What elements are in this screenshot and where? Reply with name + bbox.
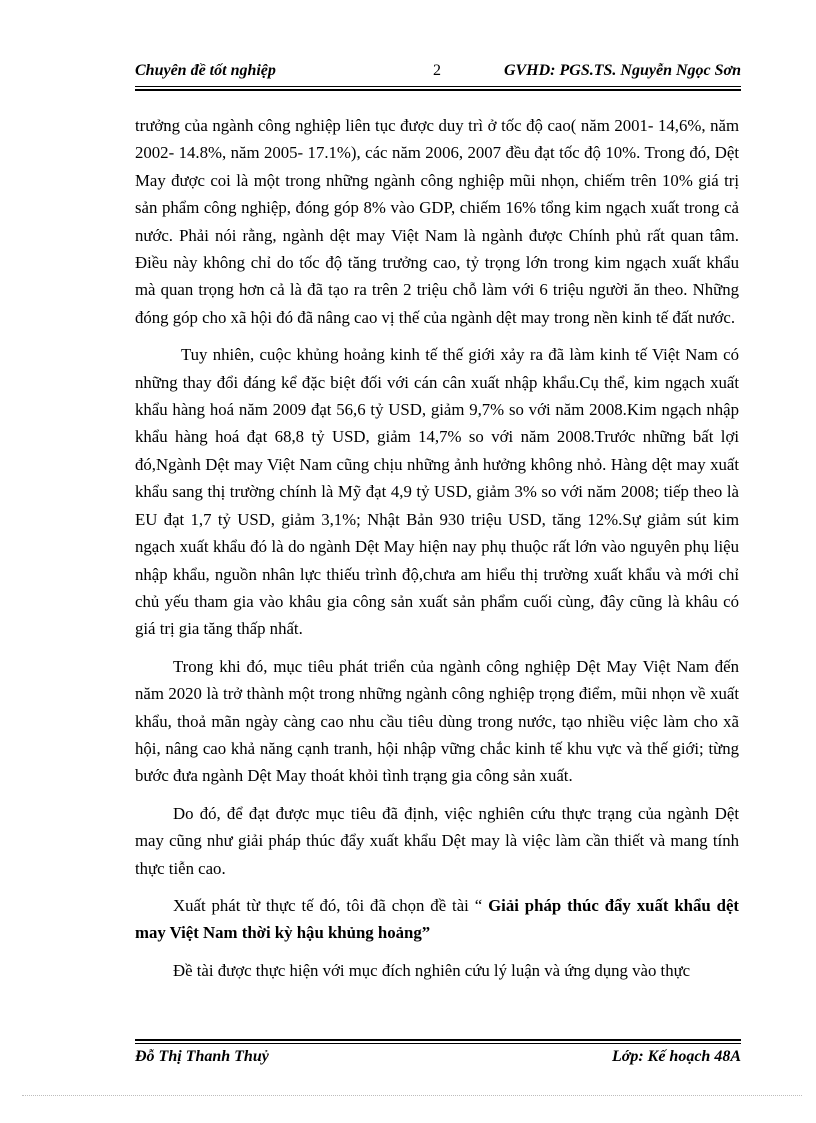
footer-rule-thin	[135, 1043, 741, 1044]
paragraph-4: Do đó, để đạt được mục tiêu đã định, việc nghiên cứu thực trạng của ngành Dệt may cũng như giải pháp thúc đẩy xuất khẩu Dệt may là việc làm cần thiết và mang tính thực tiễn cao.	[135, 803, 739, 878]
thesis-title: Giải pháp thúc đẩy xuất khẩu dệt may Việt Nam thời kỳ hậu khủng hoảng”	[135, 895, 739, 943]
paragraph-6: Đề tài được thực hiện với mục đích nghiên cứu lý luận và ứng dụng vào thực	[173, 960, 691, 980]
page-header	[135, 58, 741, 86]
footer-class: Lớp: Kế hoạch 48A	[611, 1048, 741, 1065]
paragraph-1: trưởng của ngành công nghiệp liên tục được duy trì ở tốc độ cao( năm 2001- 14,6%, năm 2002- 14.8%, năm 2005- 17.1%), các năm 2006, 2007 đều đạt tốc độ 10%. Trong đó, Dệt May được coi là một trong những ngành công nghiệp mũi nhọn, chiếm trên 10% giá trị sản phẩm công nghiệp, đóng góp 8% vào GDP, chiếm 16% tổng kim ngạch xuất trong cả nước. Phải nói rằng, ngành dệt may Việt Nam là ngành được Chính phủ rất quan tâm. Điều này không chỉ do tốc độ tăng trưởng cao, tỷ trọng lớn trong kim ngạch xuất khẩu mà quan trọng hơn cả là đã tạo ra trên 2 triệu chỗ làm với 6 triệu người ăn theo. Những đóng góp cho xã hội đó đã nâng cao vị thế của ngành dệt may trong nền kinh tế đất nước.	[135, 116, 739, 327]
body-text	[135, 112, 739, 994]
header-rule-thick	[135, 89, 741, 91]
page-bottom-divider	[22, 1095, 802, 1096]
footer-author: Đỗ Thị Thanh Thuỷ	[135, 1048, 269, 1065]
header-supervisor: GVHD: PGS.TS. Nguyễn Ngọc Sơn	[503, 62, 741, 79]
paragraph-5-intro: Xuất phát từ thực tế đó, tôi đã chọn đề tài “	[173, 895, 489, 915]
header-report-type: Chuyên đề tốt nghiệp	[135, 62, 276, 79]
header-rule-thin	[135, 86, 741, 87]
paragraph-5	[135, 892, 739, 947]
page-footer	[135, 1046, 741, 1070]
page-number: 2	[433, 62, 441, 79]
footer-rule-thick	[135, 1039, 741, 1041]
paragraph-3: Trong khi đó, mục tiêu phát triển của ngành công nghiệp Dệt May Việt Nam đến năm 2020 là trở thành một trong những ngành công nghiệp trọng điểm, mũi nhọn về xuất khẩu, thoả mãn ngày càng cao nhu cầu tiêu dùng trong nước, tạo nhiều việc làm cho xã hội, nâng cao khả năng cạnh tranh, hội nhập vững chắc kinh tế khu vực và thế giới; từng bước đưa ngành Dệt May thoát khỏi tình trạng gia công sản xuất.	[135, 656, 739, 786]
paragraph-2: Tuy nhiên, cuộc khủng hoảng kinh tế thế giới xảy ra đã làm kinh tế Việt Nam có những thay đổi đáng kể đặc biệt đối với cán cân xuất nhập khẩu.Cụ thể, kim ngạch xuất khẩu hàng hoá năm 2009 đạt 56,6 tỷ USD, giảm 9,7% so với năm 2008.Kim ngạch nhập khẩu hàng hoá đạt 68,8 tỷ USD, giảm 14,7% so với năm 2008.Trước những bất lợi đó,Ngành Dệt may Việt Nam cũng chịu những ảnh hưởng không nhỏ. Hàng dệt may xuất khẩu sang thị trường chính là Mỹ đạt 4,9 tỷ USD, giảm 3% so với năm 2008; tiếp theo là EU đạt 1,7 tỷ USD, giảm 3,1%; Nhật Bản 930 triệu USD, tăng 12%.Sự giảm sút kim ngạch xuất khẩu đó là do ngành Dệt May hiện nay phụ thuộc rất lớn vào nguyên phụ liệu nhập khẩu, nguồn nhân lực thiếu trình độ,chưa am hiểu thị trường xuất khẩu và mới chỉ chủ yếu tham gia vào khâu gia công sản xuất sản phẩm cuối cùng, đây cũng là khâu có giá trị gia tăng thấp nhất.	[135, 345, 739, 639]
